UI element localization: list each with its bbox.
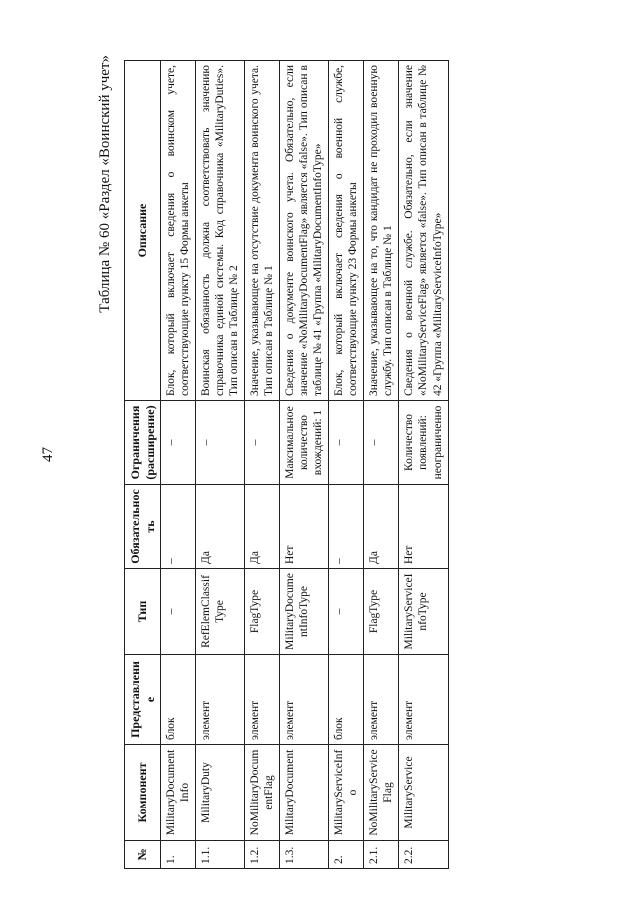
header-row bbox=[125, 61, 161, 869]
cell-type: – bbox=[329, 569, 364, 655]
cell-limits: Количество появлений: неограниченно bbox=[399, 401, 448, 485]
spec-table bbox=[124, 60, 449, 869]
cell-type: – bbox=[161, 569, 196, 655]
cell-description: Блок, который включает сведения о военной службе, соответствующие пункту 23 Формы анкеты bbox=[329, 61, 364, 401]
cell-required: Нет bbox=[399, 485, 448, 569]
cell-num: 2.2. bbox=[399, 841, 448, 869]
cell-component: MilitaryDuty bbox=[196, 745, 245, 841]
cell-representation: элемент bbox=[245, 655, 280, 745]
cell-num: 1.1. bbox=[196, 841, 245, 869]
table-row bbox=[245, 61, 280, 869]
cell-component: NoMilitaryServiceFlag bbox=[364, 745, 399, 841]
header-required: Обязательность bbox=[125, 485, 161, 569]
cell-description: Сведения о документе воинского учета. Обязательно, если значение «NoMilitaryDocumentFlag» является «false». Тип описан в таблице № 41 «Группа «MilitaryDocumentInfoType» bbox=[280, 61, 329, 401]
cell-type: MilitaryDocumentInfoType bbox=[280, 569, 329, 655]
cell-description: Значение, указывающее на то, что кандидат не проходил военную службу. Тип описан в Таблице № 1 bbox=[364, 61, 399, 401]
table-row bbox=[364, 61, 399, 869]
cell-limits: – bbox=[196, 401, 245, 485]
cell-required: Да bbox=[364, 485, 399, 569]
cell-type: RefElemClassifType bbox=[196, 569, 245, 655]
table-row bbox=[280, 61, 329, 869]
cell-type: FlagType bbox=[364, 569, 399, 655]
header-type: Тип bbox=[125, 569, 161, 655]
cell-representation: блок bbox=[161, 655, 196, 745]
cell-required: Нет bbox=[280, 485, 329, 569]
cell-component: MilitaryDocument bbox=[280, 745, 329, 841]
cell-description: Сведения о военной службе. Обязательно, если значение «NoMilitaryServiceFlag» является «false». Тип описан в таблице № 42 «Группа «MilitaryServiceInfoType» bbox=[399, 61, 448, 401]
cell-required: – bbox=[329, 485, 364, 569]
cell-component: MilitaryDocumentInfo bbox=[161, 745, 196, 841]
cell-limits: – bbox=[329, 401, 364, 485]
cell-description: Блок, который включает сведения о воинском учете, соответствующие пункту 15 Формы анкеты bbox=[161, 61, 196, 401]
table-row bbox=[399, 61, 448, 869]
table-body bbox=[161, 61, 448, 869]
table-row bbox=[329, 61, 364, 869]
header-component: Компонент bbox=[125, 745, 161, 841]
cell-representation: элемент bbox=[280, 655, 329, 745]
cell-component: MilitaryService bbox=[399, 745, 448, 841]
cell-limits: – bbox=[161, 401, 196, 485]
cell-num: 2. bbox=[329, 841, 364, 869]
page-number: 47 bbox=[40, 447, 56, 462]
cell-required: – bbox=[161, 485, 196, 569]
cell-description: Значение, указывающее на отсутствие документа воинского учета. Тип описан в Таблице № 1 bbox=[245, 61, 280, 401]
cell-component: MilitaryServiceInfo bbox=[329, 745, 364, 841]
cell-limits: Максимальное количество вхождений: 1 bbox=[280, 401, 329, 485]
header-description: Описание bbox=[125, 61, 161, 401]
table-header bbox=[125, 61, 161, 869]
cell-component: NoMilitaryDocumentFlag bbox=[245, 745, 280, 841]
cell-required: Да bbox=[196, 485, 245, 569]
cell-type: MilitaryServiceInfoType bbox=[399, 569, 448, 655]
cell-type: FlagType bbox=[245, 569, 280, 655]
cell-num: 1. bbox=[161, 841, 196, 869]
cell-num: 1.3. bbox=[280, 841, 329, 869]
cell-num: 1.2. bbox=[245, 841, 280, 869]
cell-representation: элемент bbox=[364, 655, 399, 745]
table-title: Таблица № 60 «Раздел «Воинский учет» bbox=[97, 55, 113, 313]
header-limits: Ограничения (расширение) bbox=[125, 401, 161, 485]
cell-num: 2.1. bbox=[364, 841, 399, 869]
header-representation: Представление bbox=[125, 655, 161, 745]
cell-limits: – bbox=[364, 401, 399, 485]
cell-required: Да bbox=[245, 485, 280, 569]
header-num: № bbox=[125, 841, 161, 869]
table-row bbox=[161, 61, 196, 869]
cell-limits: – bbox=[245, 401, 280, 485]
cell-representation: блок bbox=[329, 655, 364, 745]
table-row bbox=[196, 61, 245, 869]
cell-representation: элемент bbox=[196, 655, 245, 745]
cell-representation: элемент bbox=[399, 655, 448, 745]
cell-description: Воинская обязанность должна соответствовать значению справочника единой системы. Код справочника «MilitaryDuties». Тип описан в Таблице № 2 bbox=[196, 61, 245, 401]
